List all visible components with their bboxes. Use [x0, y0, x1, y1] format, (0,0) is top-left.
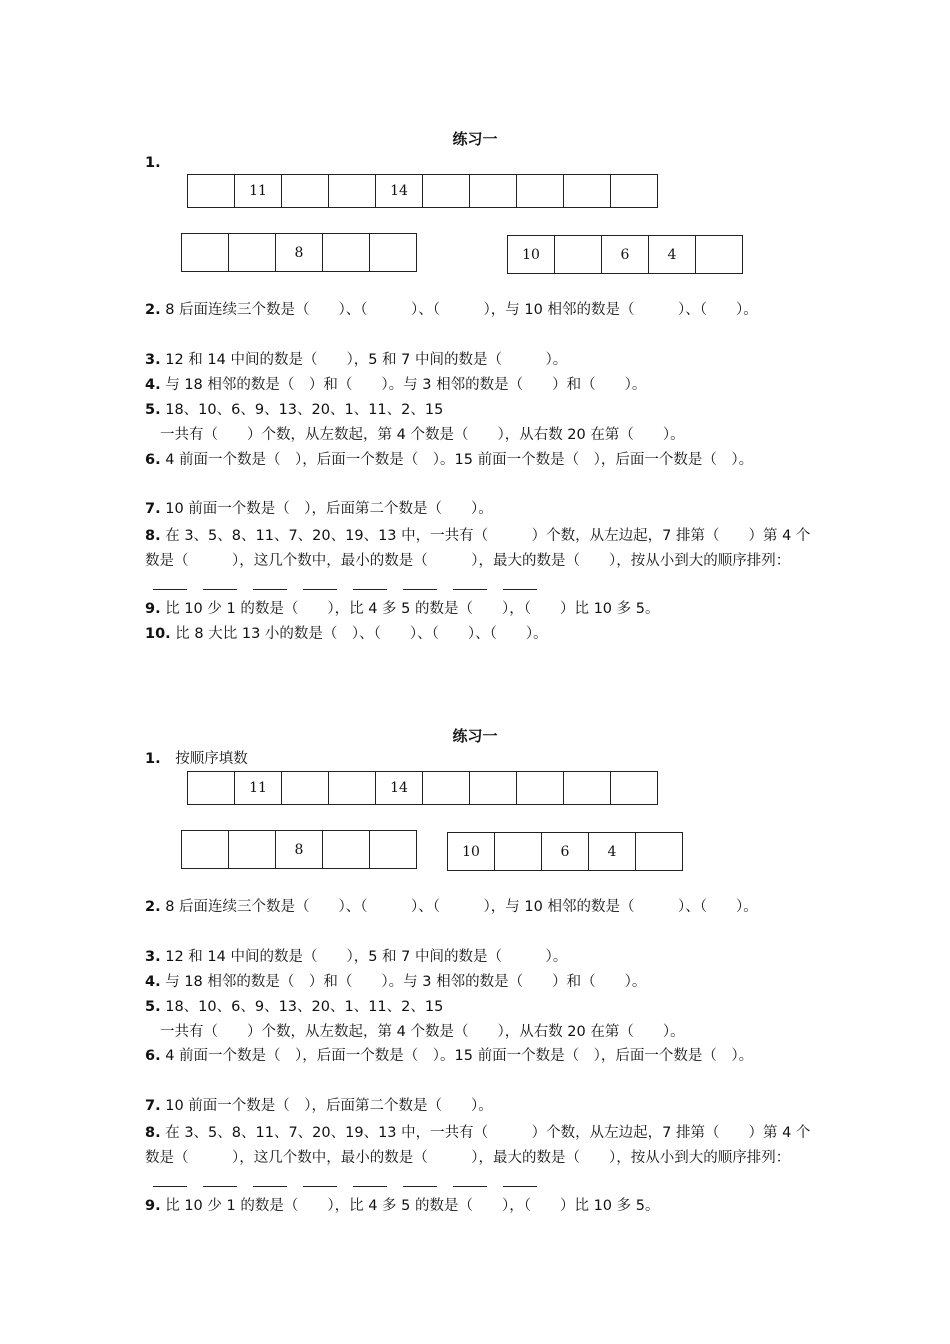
question-number: 4.: [145, 974, 161, 990]
number-box[interactable]: [470, 174, 517, 208]
number-box[interactable]: 14: [376, 771, 423, 805]
section-1-box-row-2b: [507, 235, 743, 274]
question-number: 4.: [145, 377, 161, 393]
question-number: 2.: [145, 899, 161, 915]
number-box[interactable]: [282, 174, 329, 208]
number-box[interactable]: [517, 174, 564, 208]
answer-blank[interactable]: [353, 575, 387, 590]
question-6: [145, 450, 815, 470]
question-text: 8 后面连续三个数是（ ）、（ ）、（ ），与 10 相邻的数是（ ）、（ ）。: [165, 302, 758, 318]
question-5-continued: 一共有（ ）个数，从左数起，第 4 个数是（ ），从右数 20 在第（ ）。: [160, 427, 685, 443]
question-text: 18、10、6、9、13、20、1、11、2、15: [165, 402, 444, 418]
q1-number: 1.: [145, 155, 161, 171]
question-3: [145, 947, 815, 967]
number-box[interactable]: [182, 830, 229, 869]
number-box[interactable]: 11: [235, 771, 282, 805]
number-box[interactable]: [564, 174, 611, 208]
section-2-q1: [145, 749, 815, 769]
question-5: [145, 997, 815, 1017]
question-number: 7.: [145, 501, 161, 517]
question-3: [145, 350, 815, 370]
question-number: 3.: [145, 949, 161, 965]
number-box[interactable]: [229, 233, 276, 272]
section-1-q1: [145, 153, 815, 173]
question-7: [145, 1096, 815, 1116]
number-box[interactable]: 6: [542, 832, 589, 871]
answer-blank[interactable]: [303, 575, 337, 590]
number-box[interactable]: [555, 235, 602, 274]
question-text: 比 8 大比 13 小的数是（ ）、（ ）、（ ）、（ ）。: [175, 626, 548, 642]
number-box[interactable]: [188, 174, 235, 208]
answer-blank[interactable]: [353, 1172, 387, 1187]
question-text: 10 前面一个数是（ ），后面第二个数是（ ）。: [165, 1098, 493, 1114]
question-8: [145, 1121, 815, 1196]
number-box[interactable]: 4: [589, 832, 636, 871]
answer-blank[interactable]: [203, 575, 237, 590]
answer-blank[interactable]: [203, 1172, 237, 1187]
question-text: 4 前面一个数是（ ），后面一个数是（ ）。15 前面一个数是（ ），后面一个数是（ ）。: [165, 452, 754, 468]
number-box[interactable]: [611, 174, 658, 208]
number-box[interactable]: [517, 771, 564, 805]
question-8: [145, 524, 815, 599]
question-text: 4 前面一个数是（ ），后面一个数是（ ）。15 前面一个数是（ ），后面一个数是（ ）。: [165, 1048, 754, 1064]
number-box[interactable]: [188, 771, 235, 805]
question-5-continued: 一共有（ ）个数，从左数起，第 4 个数是（ ），从右数 20 在第（ ）。: [160, 1024, 685, 1040]
answer-blank[interactable]: [303, 1172, 337, 1187]
question-number: 8.: [145, 1125, 161, 1141]
number-box[interactable]: 6: [602, 235, 649, 274]
q1-text: 按顺序填数: [175, 751, 248, 767]
question-number: 7.: [145, 1098, 161, 1114]
number-box[interactable]: [423, 771, 470, 805]
answer-blank[interactable]: [153, 575, 187, 590]
number-box[interactable]: [495, 832, 542, 871]
answer-blank[interactable]: [253, 1172, 287, 1187]
section-2-box-row-1: [187, 771, 658, 805]
section-1-box-row-1: [187, 174, 658, 208]
question-text: 18、10、6、9、13、20、1、11、2、15: [165, 999, 444, 1015]
number-box[interactable]: [329, 771, 376, 805]
question-number: 9.: [145, 1198, 161, 1214]
answer-blank[interactable]: [403, 1172, 437, 1187]
question-2: [145, 897, 815, 917]
answer-blank[interactable]: [153, 1172, 187, 1187]
question-7: [145, 499, 815, 519]
number-box[interactable]: 14: [376, 174, 423, 208]
number-box[interactable]: 8: [276, 830, 323, 869]
question-number: 5.: [145, 999, 161, 1015]
number-box[interactable]: [329, 174, 376, 208]
question-6: [145, 1046, 815, 1066]
number-box[interactable]: [611, 771, 658, 805]
question-number: 6.: [145, 452, 161, 468]
number-box[interactable]: [696, 235, 743, 274]
section-2-box-row-2b: [447, 832, 683, 871]
answer-blank[interactable]: [253, 575, 287, 590]
number-box[interactable]: [423, 174, 470, 208]
question-text: 8 后面连续三个数是（ ）、（ ）、（ ），与 10 相邻的数是（ ）、（ ）。: [165, 899, 758, 915]
question-2: [145, 300, 815, 320]
question-number: 2.: [145, 302, 161, 318]
section-1-title: 练习一: [452, 130, 498, 148]
number-box[interactable]: [282, 771, 329, 805]
number-box[interactable]: 8: [276, 233, 323, 272]
section-1-box-row-2a: [181, 233, 417, 272]
number-box[interactable]: [564, 771, 611, 805]
question-number: 3.: [145, 352, 161, 368]
number-box[interactable]: [182, 233, 229, 272]
number-box[interactable]: 10: [508, 235, 555, 274]
question-text: 12 和 14 中间的数是（ ），5 和 7 中间的数是（ ）。: [165, 949, 568, 965]
number-box[interactable]: [323, 233, 370, 272]
question-4: [145, 375, 815, 395]
question-text: 比 10 少 1 的数是（ ），比 4 多 5 的数是（ ），（ ）比 10 多 5。: [165, 1198, 660, 1214]
answer-blank[interactable]: [403, 575, 437, 590]
question-number: 9.: [145, 601, 161, 617]
number-box[interactable]: 11: [235, 174, 282, 208]
question-number: 8.: [145, 528, 161, 544]
question-text: 在 3、5、8、11、7、20、19、13 中，一共有（ ）个数，从左边起，7 排第（ ）第 4 个数是（ ），这几个数中，最小的数是（ ），最大的数是（ ），按从小到大的顺序排列：: [145, 1125, 811, 1166]
answer-blank[interactable]: [453, 1172, 487, 1187]
question-4: [145, 972, 815, 992]
question-text: 在 3、5、8、11、7、20、19、13 中，一共有（ ）个数，从左边起，7 排第（ ）第 4 个数是（ ），这几个数中，最小的数是（ ），最大的数是（ ），按从小到大的顺序排列：: [145, 528, 811, 569]
number-box[interactable]: 10: [448, 832, 495, 871]
answer-blank[interactable]: [503, 575, 537, 590]
number-box[interactable]: [470, 771, 517, 805]
question-number: 10.: [145, 626, 171, 642]
answer-blank[interactable]: [453, 575, 487, 590]
number-box[interactable]: [323, 830, 370, 869]
answer-blank[interactable]: [503, 1172, 537, 1187]
number-box[interactable]: [370, 830, 417, 869]
question-number: 6.: [145, 1048, 161, 1064]
question-text: 10 前面一个数是（ ），后面第二个数是（ ）。: [165, 501, 493, 517]
q1-number: 1.: [145, 751, 161, 767]
number-box[interactable]: [229, 830, 276, 869]
question-number: 5.: [145, 402, 161, 418]
number-box[interactable]: [636, 832, 683, 871]
question-text: 12 和 14 中间的数是（ ），5 和 7 中间的数是（ ）。: [165, 352, 568, 368]
section-2-box-row-2a: [181, 830, 417, 869]
question-text: 与 18 相邻的数是（ ）和（ ）。与 3 相邻的数是（ ）和（ ）。: [165, 974, 647, 990]
question-text: 与 18 相邻的数是（ ）和（ ）。与 3 相邻的数是（ ）和（ ）。: [165, 377, 647, 393]
number-box[interactable]: [370, 233, 417, 272]
question-10: [145, 624, 815, 644]
question-9: [145, 599, 815, 619]
question-9: [145, 1196, 815, 1216]
question-5: [145, 400, 815, 420]
question-text: 比 10 少 1 的数是（ ），比 4 多 5 的数是（ ），（ ）比 10 多 5。: [165, 601, 660, 617]
section-2-title: 练习一: [452, 727, 498, 745]
number-box[interactable]: 4: [649, 235, 696, 274]
